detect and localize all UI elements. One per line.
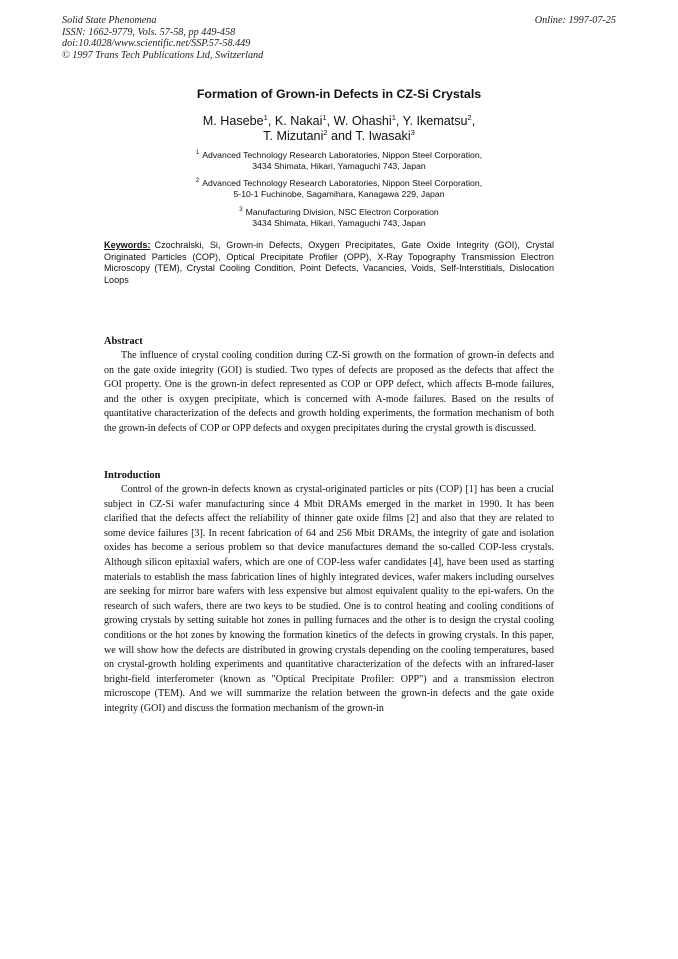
keywords-block [104, 240, 554, 286]
affiliation-line: Manufacturing Division, NSC Electron Corporation [245, 207, 439, 217]
author-affiliation-mark: 2 [467, 112, 472, 122]
author-name: W. Ohashi [333, 114, 392, 128]
affiliation-address: 3434 Shimata, Hikari, Yamaguchi 743, Japan [252, 161, 426, 171]
affiliation-2 [0, 178, 678, 200]
journal-doi[interactable]: doi:10.4028/www.scientific.net/SSP.57-58.449 [62, 38, 251, 50]
affiliation-line: Advanced Technology Research Laboratories, Nippon Steel Corporation, [202, 150, 483, 160]
author-line-2 [0, 129, 678, 144]
author-name: T. Iwasaki [355, 129, 411, 143]
author-name: T. Mizutani [263, 129, 324, 143]
keywords-label: Keywords: [104, 240, 151, 250]
affiliation-1 [0, 150, 678, 172]
affiliation-3 [0, 207, 678, 229]
author-affiliation-mark: 2 [323, 127, 328, 137]
abstract-body: The influence of crystal cooling condition during CZ-Si growth on the formation of grown-in defects and on the gate oxide integrity (GOI) is studied. Two types of defects are proposed as the defects that affect the GOI property. One is the grown-in defect represented as COP or OPP defect, which affects B-mode failures, and the other is oxygen precipitate, which is concerned with A-mode failures. Based on the results of quantitative characterization of the defects and growth holding experiments, the formation mechanism of both the grown-in defects of COP or OPP defects and oxygen precipitates during the crystal growth is discussed. [104, 350, 554, 434]
journal-copyright: © 1997 Trans Tech Publications Ltd, Switzerland [62, 49, 264, 61]
author-name: M. Hasebe [202, 114, 264, 128]
affiliation-number: 1 [195, 150, 200, 157]
affiliation-number: 2 [195, 178, 200, 185]
affiliation-line: Advanced Technology Research Laboratories, Nippon Steel Corporation, [202, 178, 483, 188]
introduction-body: Control of the grown-in defects known as crystal-originated particles or pits (COP) [1] has been a crucial subject in CZ-Si wafer manufacturing since 4 Mbit DRAMs emerged in the market in 1990. It has been clarified that the defects affect the reliability of thinner gate oxide films [2] and also that they are related to some device failures [3]. In recent fabrication of 64 and 256 Mbit DRAMs, the integrity of gate and isolation oxides has become a serious problem so that device manufactures demand the so-called COP-less crystals. Although silicon epitaxial wafers, which are one of COP-less wafer candidates [4], have been used as starting materials to establish the mass fabrication lines of highly integrated devices, wafer makers including ourselves are seeking for mirror bare wafers with less expensive but almost equivalent quality to the epi-wafers. On the research of such wafers, there are two keys to be studied. One is to control heating and cooling conditions of growing crystals by setting suitable hot zones in pulling furnaces and the other is to design the crystal cooling conditions or the hot zones by knowing the formation kinetics of the defects in growing crystals. In this paper, we will show how the defects are distributed in growing crystals depending on the cooling temperatures, based on crystal-growth holding experiments and quantitative characterization of the defects with an infrared-laser bright-field interferometer (known as "Optical Precipitate Profiler: OPP") and a transmission electron microscope (TEM). And we will summarize the relation between the grown-in defects and the gate oxide integrity (GOI) and discuss the formation mechanism of the grown-in [104, 484, 554, 714]
author-name: K. Nakai [274, 114, 323, 128]
author-affiliation-mark: 3 [410, 127, 415, 137]
author-name: Y. Ikematsu [402, 114, 468, 128]
author-line-1: M. Hasebe$^1$, K. Nakai$^1$, W. Ohashi$^1$, Y. Ikematsu$^2$, [202, 112, 476, 128]
journal-name: Solid State Phenomena [62, 15, 157, 26]
keywords-text: Czochralski, Si, Grown-in Defects, Oxygen Precipitates, Gate Oxide Integrity (GOI), Crystal Originated Particles (COP), Optical Precipitate Profiler (OPP), X-Ray Topography Transmission Electron Microscopy (TEM), Crystal Cooling Condition, Point Defects, Vacancies, Voids, Self-Interstitials, Dislocation Loops [104, 240, 554, 285]
affiliation-address: 5-10-1 Fuchinobe, Sagamihara, Kanagawa 229, Japan [233, 189, 445, 199]
paper-title: Formation of Grown-in Defects in CZ-Si Crystals [196, 87, 482, 101]
journal-issn: ISSN: 1662-9779, Vols. 57-58, pp 449-458 [62, 26, 236, 38]
author-affiliation-mark: 1 [391, 112, 396, 122]
journal-header [62, 15, 263, 61]
introduction-heading: Introduction [104, 470, 161, 481]
author-affiliation-mark: 1 [322, 112, 327, 122]
affiliation-number: 3 [239, 207, 243, 214]
author-list [0, 114, 678, 144]
affiliation-address: 3434 Shimata, Hikari, Yamaguchi 743, Japan [252, 218, 426, 228]
online-date: Online: 1997-07-25 [534, 15, 616, 26]
author-conjunction: and [331, 129, 353, 143]
author-affiliation-mark: 1 [263, 112, 268, 122]
abstract-heading: Abstract [104, 336, 143, 347]
